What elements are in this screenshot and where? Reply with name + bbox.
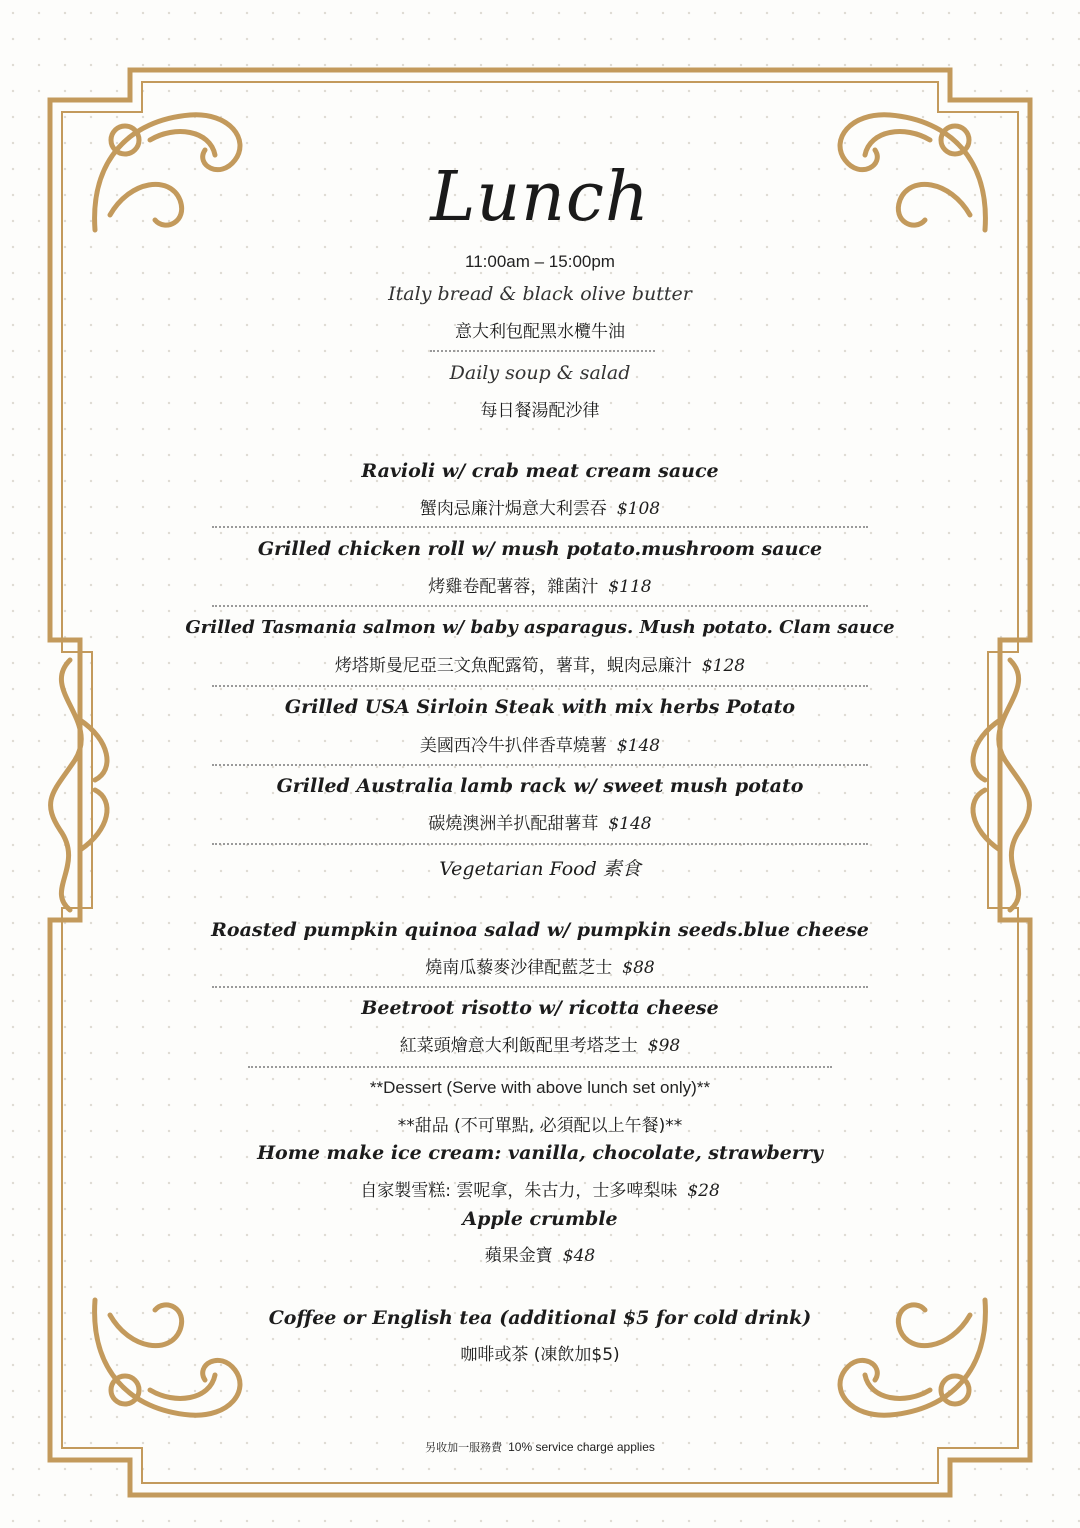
main-item-name-zh: 美國西冷牛扒伴香草燒薯 $148	[419, 736, 661, 756]
dessert-item-name-en: Apple crumble	[462, 1208, 618, 1230]
service-charge-note	[140, 1439, 940, 1455]
dessert-item-name-zh: 自家製雪糕: 雲呢拿，朱古力，士多啤梨味 $28	[360, 1181, 720, 1201]
vegetarian-heading: Vegetarian Food 素食	[439, 858, 641, 880]
divider	[248, 1066, 832, 1068]
main-item-name-en: Grilled Australia lamb rack w/ sweet mush potato	[276, 775, 804, 797]
divider	[212, 685, 868, 687]
main-item-name-zh: 烤雞卷配薯蓉，雜菌汁 $118	[428, 577, 652, 597]
menu-title: Lunch	[430, 158, 650, 237]
vegetarian-item-name-zh: 燒南瓜藜麥沙律配藍芝士 $88	[425, 958, 655, 978]
main-item-price: $128	[701, 656, 746, 676]
divider	[430, 350, 655, 352]
main-item-name-en: Grilled Tasmania salmon w/ baby asparagus. Mush potato. Clam sauce	[185, 617, 895, 638]
main-item-price: $148	[608, 814, 652, 834]
dessert-item-price: $48	[562, 1246, 596, 1266]
vegetarian-item-name-zh: 紅菜頭燴意大利飯配里考塔芝士 $98	[399, 1036, 681, 1056]
vegetarian-item-price: $88	[622, 958, 655, 978]
main-item-price: $108	[616, 499, 661, 519]
main-item-name-zh: 蟹肉忌廉汁焗意大利雲吞 $108	[419, 499, 661, 519]
dessert-note-en: **Dessert (Serve with above lunch set only)**	[369, 1078, 711, 1097]
vegetarian-item-name-en: Beetroot risotto w/ ricotta cheese	[361, 997, 719, 1019]
vegetarian-item-name-en: Roasted pumpkin quinoa salad w/ pumpkin seeds.blue cheese	[211, 919, 869, 941]
lunch-menu	[140, 0, 940, 1528]
divider	[212, 986, 868, 988]
service-charge-en: 10% service charge applies	[508, 1440, 655, 1454]
main-item-name-zh: 碳燒澳洲羊扒配甜薯茸 $148	[428, 814, 652, 834]
main-item-price: $148	[616, 736, 661, 756]
divider	[212, 605, 868, 607]
soup-name-zh: 每日餐湯配沙律	[480, 401, 600, 421]
dessert-item-name-en: Home make ice cream: vanilla, chocolate, strawberry	[257, 1142, 823, 1164]
dessert-item-price: $28	[687, 1181, 720, 1201]
starter-name-zh: 意大利包配黑水欖牛油	[455, 322, 625, 342]
starter-name-en: Italy bread & black olive butter	[388, 283, 692, 305]
vegetarian-item-price: $98	[647, 1036, 681, 1056]
drink-name-en: Coffee or English tea (additional $5 for cold drink)	[268, 1307, 812, 1329]
service-charge-zh: 另收加一服務費	[425, 1441, 503, 1454]
service-hours: 11:00am – 15:00pm	[465, 252, 615, 271]
main-item-price: $118	[608, 577, 652, 597]
drink-name-zh: 咖啡或茶 (凍飲加$5)	[460, 1345, 620, 1365]
divider	[212, 764, 868, 766]
dessert-note-zh: **甜品 (不可單點, 必須配以上午餐)**	[397, 1116, 683, 1136]
soup-name-en: Daily soup & salad	[449, 362, 631, 384]
main-item-name-en: Grilled chicken roll w/ mush potato.mushroom sauce	[257, 538, 823, 560]
divider	[212, 843, 868, 845]
divider	[212, 526, 868, 528]
dessert-item-name-zh: 蘋果金寶 $48	[484, 1246, 596, 1266]
main-item-name-zh: 烤塔斯曼尼亞三文魚配露筍，薯茸，蜆肉忌廉汁 $128	[334, 656, 746, 676]
main-item-name-en: Grilled USA Sirloin Steak with mix herbs Potato	[284, 696, 796, 718]
main-item-name-en: Ravioli w/ crab meat cream sauce	[361, 460, 719, 482]
